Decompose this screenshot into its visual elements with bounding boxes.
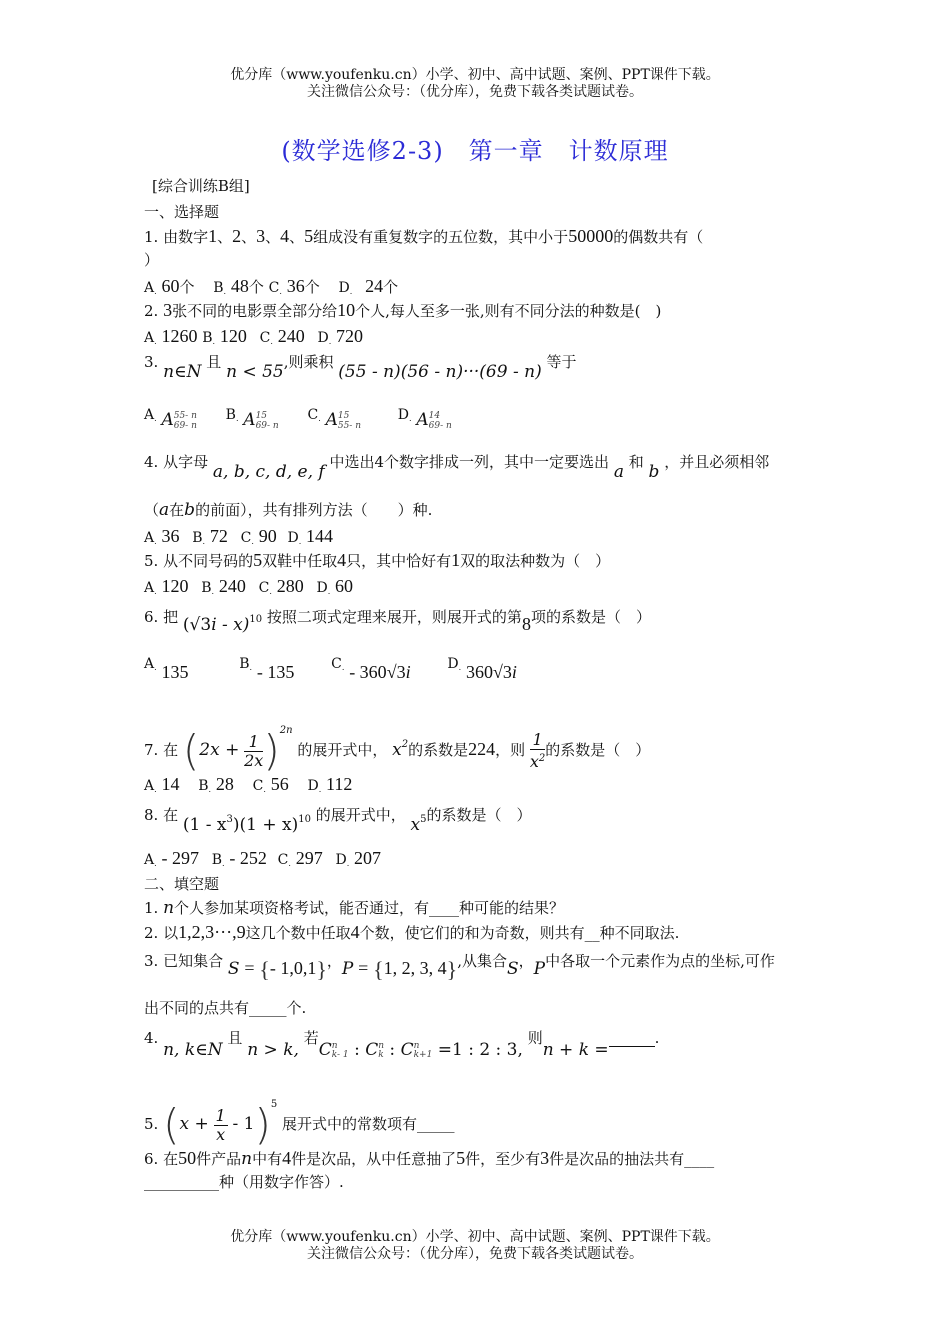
letters: a, b, c, d, e, f	[212, 462, 325, 482]
section-fill: 二、填空题	[144, 875, 220, 893]
equals: =	[358, 958, 369, 978]
fill-3	[144, 950, 775, 982]
option-b: - 252	[229, 848, 267, 868]
option-b-label: B.	[198, 778, 212, 794]
question-8	[144, 800, 532, 835]
q7-options	[144, 774, 352, 800]
option-c: 90	[258, 526, 277, 546]
q5-text: 从不同号码的	[163, 552, 254, 570]
q5-options	[144, 576, 353, 602]
option-d-label: D.	[338, 280, 353, 296]
option-d-label: D.	[316, 580, 331, 596]
digit: 1	[208, 226, 218, 246]
option-c: A 15 55- n	[325, 410, 361, 431]
set-s: S	[227, 959, 240, 979]
binomial-expression: (√3i - x)$^{10}$	[182, 614, 263, 635]
option-b: 240	[218, 576, 246, 596]
q5-text: 只，其中恰好有	[346, 552, 452, 570]
f6-text: 件是次品的抽法共有____	[549, 1150, 715, 1168]
letter-b: b	[184, 500, 196, 520]
option-d-label: D.	[447, 656, 462, 672]
binomial-expression: (x + $\frac{1}{x}$ - 1)$^5$	[163, 1099, 278, 1149]
pairs: 5	[253, 550, 263, 570]
one-over-x-squared: $\frac{1}{x^2}$	[529, 730, 546, 771]
option-c-label: C.	[258, 580, 272, 596]
question-number: 8.	[144, 806, 159, 824]
q4-text: 的前面），共有排列方法（ ）种.	[195, 501, 433, 519]
sep: 、	[241, 228, 257, 246]
header-banner	[0, 67, 950, 101]
option-c-label: C.	[277, 852, 291, 868]
option-c: - 360√3i	[349, 662, 411, 682]
option-c: 56	[270, 774, 289, 794]
set-p: P	[533, 959, 546, 979]
set-p-elements: {1, 2, 3, 4}	[373, 956, 458, 982]
question-number: 1.	[144, 228, 159, 246]
fill-2	[144, 922, 679, 943]
option-a-label: A.	[144, 280, 157, 296]
q1-options	[144, 276, 398, 302]
f1-text: 个人参加某项资格考试，能否通过，有____种可能的结果？	[174, 899, 565, 917]
q3-text: 等于	[546, 353, 577, 371]
question-number: 2.	[144, 302, 159, 320]
letter-a: a	[613, 462, 624, 482]
question-number: 6.	[144, 1150, 159, 1168]
q7-text: 的展开式中，	[297, 741, 388, 759]
q4-text: 中选出4个数字排成一列，其中一定要选出	[329, 453, 610, 471]
option-a: 36	[161, 526, 180, 546]
q6-options	[144, 652, 517, 682]
k: 4	[350, 922, 360, 942]
set-s: S	[506, 959, 519, 979]
question-6	[144, 602, 651, 635]
coefficient: 224	[468, 739, 496, 759]
q2-text: 张不同的电影票全部分给	[172, 302, 338, 320]
q2-options	[144, 326, 363, 352]
option-b-label: B.	[213, 280, 227, 296]
question-4	[144, 452, 770, 482]
f6-text: 中有	[252, 1150, 283, 1168]
fill-6-line-2: __________种（用数字作答）.	[144, 1173, 344, 1191]
unit: 个	[179, 278, 195, 296]
question-number: 7.	[144, 741, 159, 759]
option-d-label: D.	[287, 530, 302, 546]
option-b: 48	[230, 276, 249, 296]
and: 和	[628, 453, 644, 471]
digit: 2	[232, 226, 242, 246]
q4-text: 在	[169, 501, 185, 519]
question-5	[144, 550, 610, 571]
question-number: 2.	[144, 924, 159, 942]
option-d-label: D.	[335, 852, 350, 868]
q5-text: 双的取法种数为（ ）	[460, 552, 611, 570]
binomial-expression: (2x + $\frac{1}{2x}$ )$^{2n}$	[182, 725, 293, 775]
and: 且	[227, 1029, 243, 1047]
option-a-label: A.	[144, 852, 157, 868]
f2-text: 个数，使它们的和为奇数，则共有__种不同取法.	[359, 924, 680, 942]
combination-ratio: C n k- 1 : C n k : C n k+1 =1 : 2 : 3,	[318, 1040, 523, 1060]
digit: 4	[280, 226, 290, 246]
least: 3	[540, 1148, 550, 1168]
option-a-label: A.	[144, 778, 157, 794]
option-c-label: C.	[259, 330, 273, 346]
option-c: 280	[276, 576, 304, 596]
term: 8	[521, 614, 531, 634]
option-a: 135	[161, 662, 189, 682]
f3-text: 中各取一个元素作为点的坐标,可作	[545, 952, 775, 970]
option-c-label: C.	[240, 530, 254, 546]
option-a: A 55- n 69- n	[161, 410, 197, 431]
defect: 4	[282, 1148, 292, 1168]
footer-line-2: 关注微信公众号：（优分库），免费下载各类试题试卷。	[307, 1246, 643, 1262]
sep: 、	[265, 228, 281, 246]
q2-text: 个人,每人至多一张,则有不同分法的种数是( )	[355, 302, 662, 320]
q3-options	[144, 404, 452, 429]
fill-3-line-2: 出不同的点共有_____个.	[144, 999, 307, 1017]
question-3	[144, 352, 577, 382]
total: 50	[178, 1148, 197, 1168]
q8-text: 的系数是（ ）	[426, 806, 532, 824]
option-b: 120	[219, 326, 247, 346]
q7-text: 的系数是	[408, 741, 469, 759]
option-b-label: B.	[239, 656, 253, 672]
option-d: 24	[365, 276, 384, 296]
option-b: 72	[209, 526, 228, 546]
option-a-label: A.	[144, 407, 157, 423]
q4-options	[144, 526, 333, 552]
equals: =	[244, 958, 255, 978]
digit: 3	[256, 226, 266, 246]
n: n	[241, 1149, 253, 1169]
q1-text: 由数字	[163, 228, 209, 246]
sep: 、	[289, 228, 305, 246]
option-b-label: B.	[225, 407, 239, 423]
comma: ，	[326, 952, 342, 970]
question-2	[144, 300, 661, 321]
condition: n∈N	[163, 362, 202, 382]
q7-text: ，则	[495, 741, 526, 759]
option-a: 1260	[161, 326, 198, 346]
unit: 个	[248, 278, 264, 296]
option-c: 240	[277, 326, 305, 346]
option-a-label: A.	[144, 330, 157, 346]
take: 4	[337, 550, 347, 570]
f2-text: 这几个数中任取	[245, 924, 351, 942]
product-expression: (55 - n)(56 - n)···(69 - n)	[338, 362, 542, 382]
page-title: (数学选修2-3) 第一章 计数原理	[281, 137, 669, 165]
q6-text: 项的系数是（ ）	[530, 608, 651, 626]
option-d-label: D.	[317, 330, 332, 346]
q6-text: 按照二项式定理来展开，则展开式的第	[266, 608, 522, 626]
question-number: 4.	[144, 1029, 159, 1047]
question-number: 5.	[144, 1115, 159, 1133]
letter-a: a	[159, 500, 170, 520]
x-fifth: $x^5$	[410, 814, 427, 835]
q8-text: 的展开式中，	[315, 806, 406, 824]
option-d: 720	[336, 326, 364, 346]
f5-text: 展开式中的常数项有_____	[282, 1115, 455, 1133]
f6-text: 件是次品，从中任意抽了	[291, 1150, 457, 1168]
paren: （	[144, 501, 160, 519]
q8-text: 在	[163, 806, 179, 824]
option-a: 120	[161, 576, 189, 596]
fill-6	[144, 1148, 714, 1169]
option-c-label: C.	[331, 656, 345, 672]
question-number: 1.	[144, 899, 159, 917]
option-a-label: A.	[144, 530, 157, 546]
people: 10	[337, 300, 356, 320]
limit-value: 50000	[568, 226, 614, 246]
option-c-label: C.	[307, 407, 321, 423]
q4-line-2	[144, 500, 432, 520]
option-b: A 15 69- n	[243, 410, 279, 431]
f3-text: 已知集合	[163, 952, 224, 970]
n: n	[163, 898, 175, 918]
header-line-1: 优分库（www.youfenku.cn）小学、初中、高中试题、案例、PPT课件下载。	[230, 67, 720, 83]
option-c: 36	[286, 276, 305, 296]
unit: 个	[383, 278, 399, 296]
f6-text: 件产品	[196, 1150, 242, 1168]
result: n + k =	[542, 1040, 609, 1060]
q4-text: 从字母	[163, 453, 209, 471]
q4-text: ，并且必须相邻	[664, 453, 770, 471]
option-d: 207	[354, 848, 382, 868]
footer-line-1: 优分库（www.youfenku.cn）小学、初中、高中试题、案例、PPT课件下载。	[230, 1229, 720, 1245]
sep: 、	[217, 228, 233, 246]
footer-banner	[0, 1229, 950, 1263]
option-b-label: B.	[192, 530, 206, 546]
condition: n, k∈N	[163, 1040, 223, 1060]
option-b-label: B.	[211, 852, 225, 868]
option-d: 112	[326, 774, 353, 794]
option-a: 14	[161, 774, 180, 794]
option-d: A 14 69- n	[416, 410, 452, 431]
answer-blank[interactable]	[609, 1046, 655, 1047]
digit: 5	[304, 226, 314, 246]
section-choice: 一、选择题	[144, 203, 220, 221]
count: 3	[163, 300, 173, 320]
if: 若	[303, 1029, 319, 1047]
question-number: 4.	[144, 453, 159, 471]
end: .	[654, 1029, 660, 1047]
option-d: 144	[306, 526, 334, 546]
q3-text: ,则乘积	[283, 353, 334, 371]
option-b-label: B.	[201, 580, 215, 596]
q8-options	[144, 848, 381, 874]
condition: n > k,	[247, 1040, 299, 1060]
option-b-label: B.	[202, 330, 216, 346]
sep: ，	[518, 952, 534, 970]
fill-4	[144, 1028, 660, 1060]
option-c-label: C.	[268, 280, 282, 296]
option-a-label: A.	[144, 656, 157, 672]
option-a: 60	[161, 276, 180, 296]
option-b: - 135	[256, 662, 295, 682]
product-expression: $(1 - x^3)(1 + x)^{10}$	[182, 814, 311, 835]
q1-text: 组成没有重复数字的五位数，其中小于	[313, 228, 569, 246]
q7-text: 在	[163, 741, 179, 759]
q6-text: 把	[163, 608, 179, 626]
and: 且	[206, 353, 222, 371]
set-s-elements: {- 1,0,1}	[259, 956, 327, 982]
option-c-label: C.	[252, 778, 266, 794]
fill-1	[144, 898, 564, 918]
one: 1	[451, 550, 461, 570]
unit: 个	[304, 278, 320, 296]
question-number: 5.	[144, 552, 159, 570]
sequence: 1,2,3···,9	[178, 922, 246, 942]
f3-text: ,从集合	[457, 952, 507, 970]
question-7	[144, 706, 650, 776]
option-d-label: D.	[397, 407, 412, 423]
option-d: 60	[335, 576, 354, 596]
then: 则	[527, 1029, 543, 1047]
option-c: 297	[295, 848, 323, 868]
option-b: 28	[215, 774, 234, 794]
header-line-2: 关注微信公众号：（优分库），免费下载各类试题试卷。	[307, 84, 643, 100]
question-number: 3.	[144, 353, 159, 371]
x-squared: $x^2$	[392, 739, 409, 760]
q7-text: 的系数是（ ）	[545, 741, 651, 759]
q5-text: 双鞋中任取	[262, 552, 338, 570]
f2-text: 以	[163, 924, 179, 942]
condition: n < 55	[226, 362, 284, 382]
q1-close: ）	[144, 251, 160, 269]
option-a-label: A.	[144, 580, 157, 596]
draw: 5	[456, 1148, 466, 1168]
question-1	[144, 226, 703, 247]
option-d-label: D.	[307, 778, 322, 794]
option-d: 360√3i	[465, 662, 517, 682]
f6-text: 在	[163, 1150, 179, 1168]
set-p: P	[341, 959, 354, 979]
letter-b: b	[648, 462, 660, 482]
group-label: [综合训练B组]	[152, 177, 250, 195]
fill-5	[144, 1080, 455, 1150]
option-a: - 297	[161, 848, 199, 868]
q1-text: 的偶数共有（	[613, 228, 704, 246]
question-number: 3.	[144, 952, 159, 970]
f6-text: 件，至少有	[465, 1150, 541, 1168]
question-number: 6.	[144, 608, 159, 626]
